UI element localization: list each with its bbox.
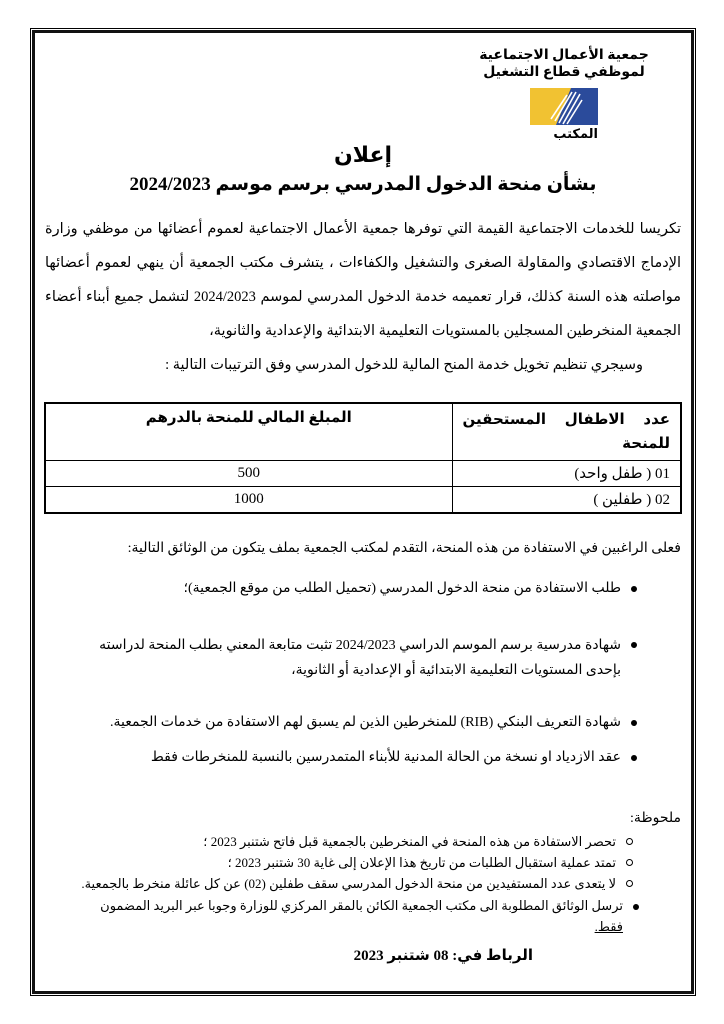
bullet-icon [631, 642, 637, 648]
org-header-block [475, 47, 653, 142]
notes-list [43, 831, 683, 937]
intro-paragraph: تكريسا للخدمات الاجتماعية القيمة التي توفرها جمعية الأعمال الاجتماعية لعموم أعضائها من موظفي وزارة الإدماج الاقتصادي والمقاولة الصغرى والتشغيل والكفاءات ، يتشرف مكتب الجمعية أن ينهي لعموم أعضائها مواصلته هذه السنة كذلك، قرار تعميمه خدمة الدخول المدرسي لموسم 2024/2023 لتشمل جميع أبناء أعضاء الجمعية المنخرطين المسجلين بالمستويات التعليمية الابتدائية والإعدادية والثانوية، [45, 221, 681, 339]
list-item [43, 831, 683, 852]
org-logo-wrap [530, 88, 598, 142]
circle-bullet-icon [626, 838, 633, 845]
note-item-text: تمتد عملية استقبال الطلبات من تاريخ هذا الإعلان إلى غاية 30 شتنبر 2023 ؛ [227, 854, 616, 870]
page-border-frame [30, 28, 696, 996]
table-header-row [45, 403, 681, 461]
document-item-text: عقد الازدياد او نسخة من الحالة المدنية للأبناء المتمدرسين بالنسبة للمنخرطات فقط [150, 749, 621, 765]
header-children-line1: عدد الاطفال المستحقين [462, 412, 670, 428]
org-logo [530, 88, 598, 125]
announcement-subtitle: بشأن منحة الدخول المدرسي برسم موسم 2024/2023 [129, 174, 597, 195]
note-label: ملحوظة: [630, 810, 681, 826]
document-item-text: طلب الاستفادة من منحة الدخول المدرسي (تحميل الطلب من موقع الجمعية)؛ [183, 580, 621, 596]
note-item-text: لا يتعدى عدد المستفيدين من منحة الدخول المدرسي سقف طفلين (02) عن كل عائلة منخرط بالجمعية. [81, 875, 616, 891]
announcement-title: إعلان [333, 142, 393, 167]
list-item [43, 633, 683, 683]
circle-bullet-icon [626, 859, 633, 866]
org-name-line2: لموظفي قطاع التشغيل [483, 65, 645, 80]
header-cell-amount: المبلغ المالي للمنحة بالدرهم [45, 403, 452, 461]
office-label: المكتب [553, 126, 598, 141]
circle-bullet-icon [626, 880, 633, 887]
list-item [43, 895, 683, 937]
bullet-icon [631, 720, 637, 726]
cell-grant-amount: 500 [45, 461, 452, 487]
documents-intro: فعلى الراغبين في الاستفادة من هذه المنحة، التقدم لمكتب الجمعية بملف يتكون من الوثائق التالية: [127, 540, 681, 556]
arrangements-line: وسيجري تنظيم تخويل خدمة المنح المالية للدخول المدرسي وفق الترتيبات التالية : [165, 357, 643, 373]
list-item [43, 852, 683, 873]
final-note-body: ترسل الوثائق المطلوبة الى مكتب الجمعية الكائن بالمقر المركزي للوزارة وجوبا عبر البريد المضمون [100, 897, 623, 913]
bullet-icon [631, 755, 637, 761]
org-name-line1: جمعية الأعمال الاجتماعية [479, 48, 649, 63]
list-item [43, 711, 683, 735]
list-item [43, 873, 683, 894]
date-line: الرباط في: 08 شتنبر 2023 [353, 947, 533, 964]
cell-children-count: 01 ( طفل واحد) [452, 461, 681, 487]
bullet-icon [631, 586, 637, 592]
document-item-text: شهادة مدرسية برسم الموسم الدراسي 2024/2023 تثبت متابعة المعني بطلب المنحة لدراسته بإحدى المستويات التعليمية الابتدائية أو الإعدادية أو الثانوية، [99, 637, 621, 678]
final-note-underlined: فقط. [594, 918, 623, 934]
table-row [45, 487, 681, 513]
header-cell-children [452, 403, 681, 461]
final-note-text [73, 895, 623, 937]
grant-amounts-table [44, 402, 682, 514]
cell-grant-amount: 1000 [45, 487, 452, 513]
list-item [43, 746, 683, 770]
note-item-text: تحصر الاستفادة من هذه المنحة في المنخرطين بالجمعية قبل فاتح شتنبر 2023 ؛ [203, 833, 616, 849]
cell-children-count: 02 ( طفلين ) [452, 487, 681, 513]
bullet-icon [633, 904, 639, 910]
page-content [32, 30, 694, 994]
document-item-text: شهادة التعريف البنكي (RIB) للمنخرطين الذين لم يسبق لهم الاستفادة من خدمات الجمعية. [109, 714, 621, 730]
table-row [45, 461, 681, 487]
list-item [43, 577, 683, 601]
header-children-line2: للمنحة [622, 436, 670, 452]
